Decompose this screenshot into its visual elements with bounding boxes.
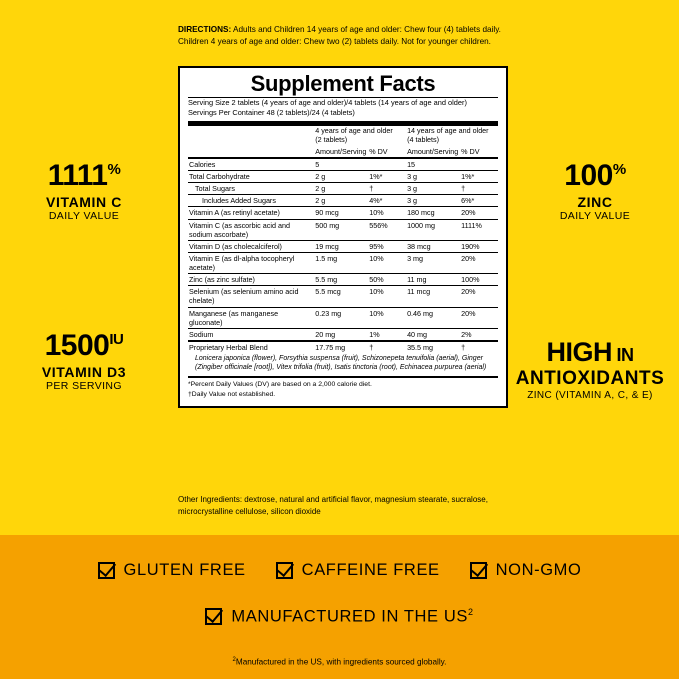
claims-row-secondary xyxy=(0,607,679,627)
facts-sub-header-row xyxy=(188,145,498,157)
highlight-vitamin-c-value: 1111% xyxy=(47,159,121,192)
directions-label: DIRECTIONS: xyxy=(178,25,232,34)
nutrient-dv-1: 10% xyxy=(369,287,384,297)
nutrient-dv-1: 1% xyxy=(369,329,380,339)
nutrient-dv-2 xyxy=(460,158,498,171)
nutrient-amount-2: 0.46 mg xyxy=(407,308,434,318)
table-row-blend xyxy=(188,341,498,353)
highlight-zinc-label: ZINC xyxy=(577,193,613,210)
highlight-vitamin-d3-value: $1500^{IU}$ xyxy=(44,329,124,362)
check-icon xyxy=(276,562,293,579)
nutrient-name: Zinc (as zinc sulfate) xyxy=(189,275,255,285)
nutrient-dv-1: † xyxy=(369,184,374,194)
highlight-vitamin-d3-label: VITAMIN D3 xyxy=(41,363,127,380)
servings-per-container: Servings Per Container 48 (2 tablets)/24 (4 tablets) xyxy=(188,107,355,117)
nutrient-dv-1: 4%* xyxy=(369,196,383,206)
nutrient-name: Vitamin E (as dl-alpha tocopheryl acetate) xyxy=(189,254,295,273)
nutrient-dv-2: 6%* xyxy=(461,196,475,206)
table-row xyxy=(188,158,498,171)
nutrient-amount-2: 3 g xyxy=(407,184,418,194)
claims-band xyxy=(0,535,679,679)
nutrient-name: Manganese (as manganese gluconate) xyxy=(189,308,279,327)
nutrient-amount-1: 500 mg xyxy=(315,220,340,230)
table-row xyxy=(188,170,498,182)
nutrient-dv-2: 1%* xyxy=(461,171,475,181)
supplement-facts-panel xyxy=(178,66,508,408)
nutrient-name: Vitamin D (as cholecalciferol) xyxy=(189,241,282,251)
blend-dv-1: † xyxy=(369,342,374,352)
sub-header-amount-1: Amount/Serving xyxy=(315,146,367,156)
group-header-4-tablets: 14 years of age and older (4 tablets) xyxy=(407,126,489,144)
serving-size: Serving Size 2 tablets (4 years of age and older)/4 tablets (14 years of age and older) xyxy=(188,98,467,107)
nutrient-amount-1: 2 g xyxy=(315,184,326,194)
blend-description: Lonicera japonica (flower), Forsythia suspensa (fruit), Schizonepeta tenuifolia (aerial), Ginger (Zingiber officinale [root]), Vitex trifolia (fruit), Isatis tinctoria (root), Echinacea purpurea (aerial) xyxy=(195,355,487,372)
nutrient-name: Vitamin A (as retinyl acetate) xyxy=(189,208,280,218)
nutrient-dv-2: 190% xyxy=(461,241,480,251)
table-row xyxy=(188,307,498,328)
claim-label: NON-GMO xyxy=(495,561,582,579)
nutrient-name: Includes Added Sugars xyxy=(202,196,276,206)
nutrient-dv-1: 556% xyxy=(369,220,388,230)
table-row xyxy=(188,328,498,341)
nutrient-dv-1: 1%* xyxy=(369,171,383,181)
nutrient-amount-2: 11 mcg xyxy=(407,287,431,297)
nutrient-amount-1: 5.5 mg xyxy=(315,275,338,285)
nutrient-amount-2: 1000 mg xyxy=(407,220,436,230)
nutrient-amount-2: 3 g xyxy=(407,196,418,206)
blend-amount-2: 35.5 mg xyxy=(407,342,434,352)
nutrient-dv-2: 2% xyxy=(461,329,472,339)
nutrient-amount-1: 2 g xyxy=(315,196,326,206)
highlight-antioxidants-value: HIGH IN xyxy=(546,337,634,367)
blend-name: Proprietary Herbal Blend xyxy=(189,342,268,352)
highlight-vitamin-d3 xyxy=(8,330,160,392)
nutrient-amount-1: 5.5 mcg xyxy=(315,287,341,297)
nutrient-amount-1: 19 mcg xyxy=(315,241,339,251)
check-icon xyxy=(470,562,487,579)
highlight-antioxidants xyxy=(505,338,675,402)
nutrient-dv-2: 20% xyxy=(461,308,476,318)
highlight-antioxidants-label: ANTIOXIDANTS xyxy=(515,368,665,390)
highlight-antioxidants-sublabel: ZINC (VITAMIN A, C, & E) xyxy=(527,390,653,402)
claim-label: CAFFEINE FREE xyxy=(301,561,440,579)
highlight-zinc-value: 100% xyxy=(564,159,626,192)
blend-amount-1: 17.75 mg xyxy=(315,342,346,352)
nutrient-amount-2: 3 g xyxy=(407,171,418,181)
highlight-vitamin-c-label: VITAMIN C xyxy=(46,193,122,210)
nutrient-amount-2: 180 mcg xyxy=(407,208,435,218)
check-icon xyxy=(98,562,115,579)
nutrient-dv-1: 50% xyxy=(369,275,384,285)
nutrient-name: Sodium xyxy=(189,329,214,339)
other-ingredients-label: Other Ingredients: xyxy=(178,495,243,504)
nutrient-amount-2: 38 mcg xyxy=(407,241,431,251)
nutrient-name: Calories xyxy=(189,159,216,169)
claim-label: MANUFACTURED IN THE $US^2$ xyxy=(231,607,474,626)
nutrient-amount-1: 1.5 mg xyxy=(315,254,338,264)
nutrient-amount-2: 11 mg xyxy=(407,275,427,285)
nutrient-dv-1: 10% xyxy=(369,308,384,318)
nutrient-amount-1: 20 mg xyxy=(315,329,336,339)
claim-caffeine-free xyxy=(276,561,440,580)
claim-gluten-free xyxy=(98,561,246,580)
nutrient-dv-1: 10% xyxy=(369,254,384,264)
claims-row-primary xyxy=(0,561,679,580)
table-row xyxy=(188,286,498,307)
highlight-vitamin-c xyxy=(8,160,160,222)
sub-header-amount-2: Amount/Serving xyxy=(407,146,459,156)
table-row xyxy=(188,207,498,219)
group-header-2-tablets: 4 years of age and older (2 tablets) xyxy=(315,126,393,144)
supplement-facts-table xyxy=(188,126,498,373)
footnote-daily-value: †Daily Value not established. xyxy=(188,390,276,398)
table-row-blend-desc xyxy=(188,353,498,373)
facts-group-header-row xyxy=(188,126,498,145)
table-row xyxy=(188,240,498,252)
claim-manufactured-in-us xyxy=(205,607,473,627)
nutrient-amount-1: 2 g xyxy=(315,171,326,181)
nutrient-amount-2: 15 xyxy=(407,159,416,169)
nutrient-dv-2: 100% xyxy=(461,275,480,285)
table-row xyxy=(188,274,498,286)
claim-label: GLUTEN FREE xyxy=(123,561,246,579)
table-row xyxy=(188,252,498,273)
nutrient-dv-1: 95% xyxy=(369,241,384,251)
check-icon xyxy=(205,608,222,625)
highlight-vitamin-c-sublabel: DAILY VALUE xyxy=(48,210,120,223)
nutrient-dv-2: 20% xyxy=(461,254,476,264)
table-row xyxy=(188,183,498,195)
band-footnote-text: Manufactured in the US, with ingredients sourced globally. xyxy=(235,658,447,667)
other-ingredients-text: dextrose, natural and artificial flavor, magnesium stearate, sucralose, microcrystalline cellulose, silicon dioxide xyxy=(178,495,488,516)
table-row xyxy=(188,219,498,240)
nutrient-dv-2: 20% xyxy=(461,208,476,218)
other-ingredients-block xyxy=(178,494,528,517)
nutrient-name: Total Carbohydrate xyxy=(189,171,250,181)
claim-non-gmo xyxy=(470,561,582,580)
highlight-vitamin-d3-sublabel: PER SERVING xyxy=(46,380,122,393)
directions-block xyxy=(178,24,514,47)
nutrient-amount-2: 40 mg xyxy=(407,329,428,339)
sub-header-dv-2: % DV xyxy=(461,146,480,156)
nutrient-name: Total Sugars xyxy=(195,184,235,194)
nutrient-amount-2: 3 mg xyxy=(407,254,424,264)
supplement-facts-title: Supplement Facts xyxy=(250,71,436,96)
nutrient-dv-1: 10% xyxy=(369,208,384,218)
nutrient-dv-2: 1111% xyxy=(461,220,482,230)
directions-text: Adults and Children 14 years of age and older: Chew four (4) tablets daily. Children 4 years of age and older: Chew two (2) tablets daily. Not for younger children. xyxy=(178,25,501,46)
nutrient-amount-1: 90 mcg xyxy=(315,208,339,218)
band-footnote-marker: 2 xyxy=(232,657,236,664)
nutrient-dv-2: † xyxy=(461,184,466,194)
nutrient-name: Vitamin C (as ascorbic acid and sodium ascorbate) xyxy=(189,220,290,239)
sub-header-dv-1: % DV xyxy=(369,146,388,156)
highlight-zinc xyxy=(519,160,671,222)
nutrient-dv-1 xyxy=(368,158,406,171)
band-footnote xyxy=(0,657,679,667)
nutrient-name: Selenium (as selenium amino acid chelate) xyxy=(189,287,299,306)
highlight-zinc-sublabel: DAILY VALUE xyxy=(559,210,631,223)
table-row xyxy=(188,195,498,207)
nutrient-amount-1: 0.23 mg xyxy=(315,308,342,318)
footnote-percent-dv: *Percent Daily Values (DV) are based on a 2,000 calorie diet. xyxy=(188,381,372,389)
nutrient-amount-1: 5 xyxy=(315,159,320,169)
blend-dv-2: † xyxy=(461,342,466,352)
nutrient-dv-2: 20% xyxy=(461,287,476,297)
